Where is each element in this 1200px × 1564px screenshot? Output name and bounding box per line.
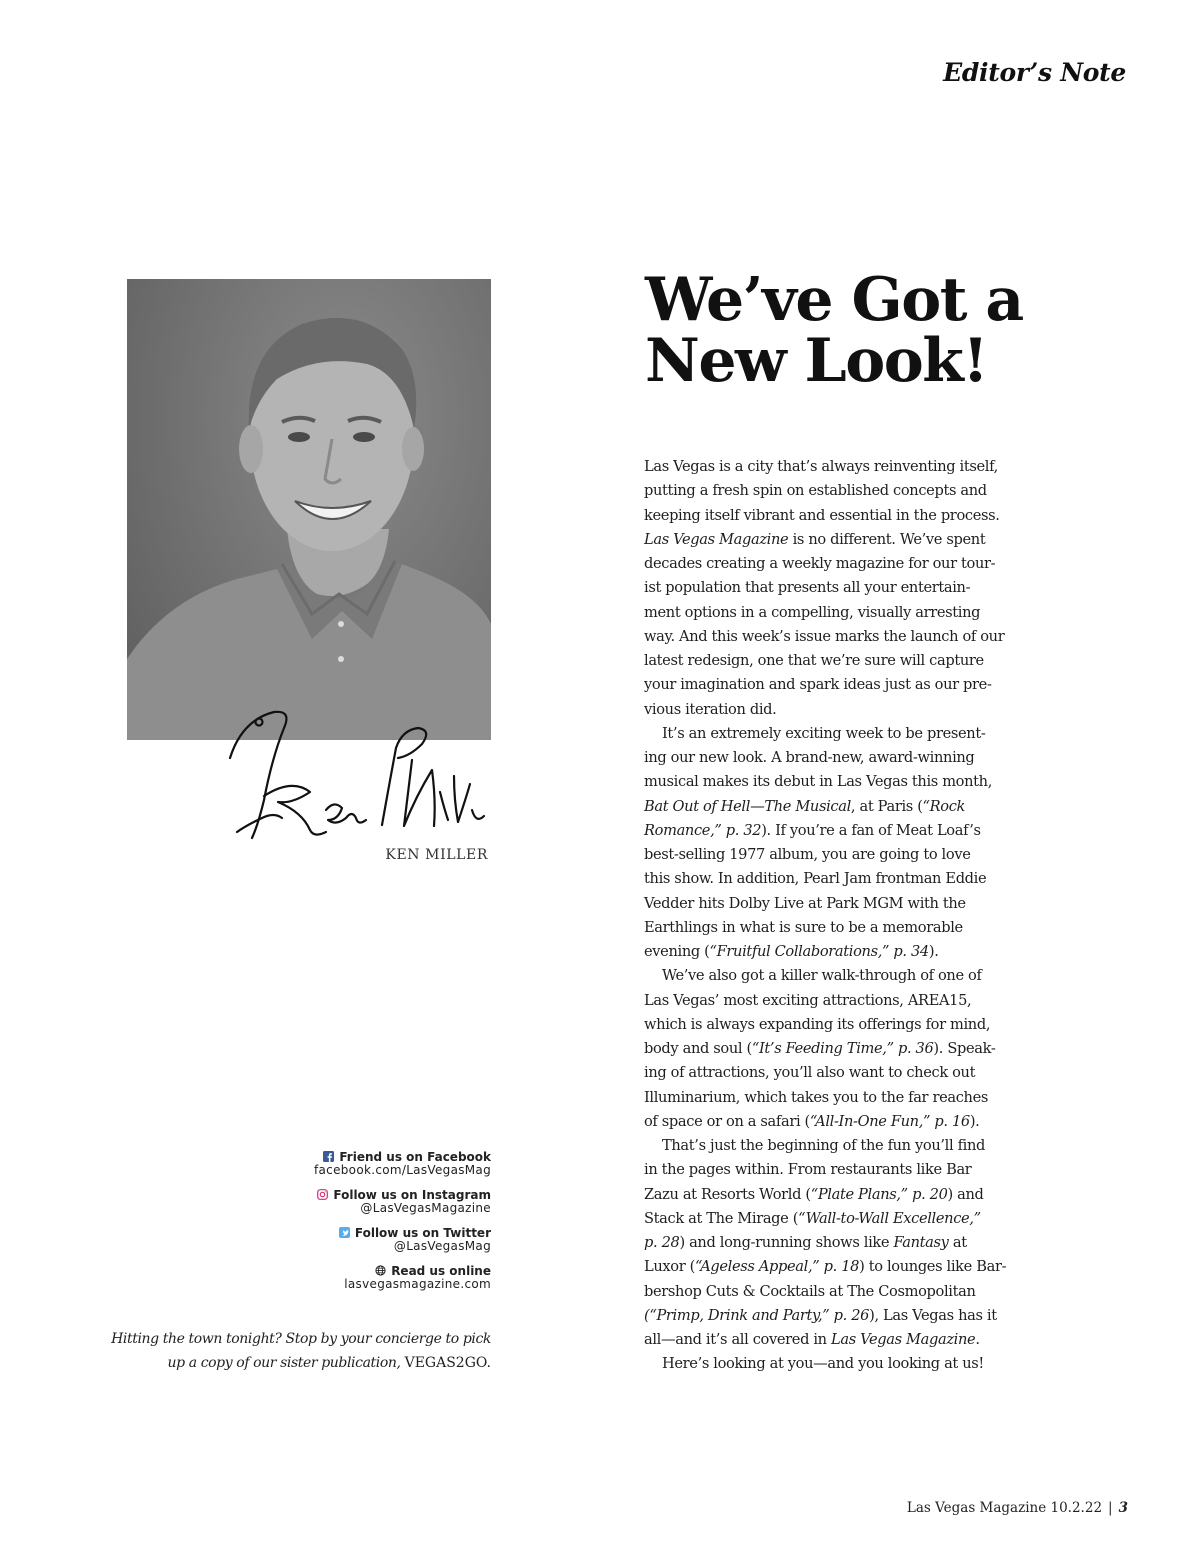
article-text: bershop Cuts & Cocktails at The Cosmopolitan — [644, 1282, 976, 1300]
article-line — [644, 1352, 1029, 1376]
article-text: ) and — [947, 1185, 984, 1203]
article-line — [644, 1183, 1029, 1207]
article-line — [644, 504, 1029, 528]
article-line — [644, 1061, 1029, 1085]
headline-line-2: New Look! — [645, 326, 988, 396]
facebook-handle[interactable]: facebook.com/LasVegasMag — [314, 1163, 491, 1177]
article-line — [644, 1255, 1029, 1279]
article-text: Stack at The Mirage ( — [644, 1209, 799, 1227]
promo-brand: VEGAS2GO. — [404, 1355, 491, 1371]
footer-separator: | — [1108, 1500, 1113, 1516]
article-line — [644, 455, 1029, 479]
page-number: 3 — [1118, 1500, 1128, 1516]
article-text: ). — [969, 1112, 980, 1130]
article-italic-text: “All-In-One Fun,” p. 16 — [809, 1112, 970, 1130]
article-text: at — [948, 1234, 967, 1251]
facebook-title: Friend us on Facebook — [339, 1150, 491, 1164]
article-text: decades creating a weekly magazine for our tour- — [644, 555, 996, 572]
article-text: ment options in a compelling, visually arresting — [644, 603, 981, 621]
article-line — [644, 819, 1029, 843]
article-italic-text: “It’s Feeding Time,” p. 36 — [751, 1040, 934, 1057]
article-text: Vedder hits Dolby Live at Park MGM with the — [644, 894, 966, 912]
twitter-handle[interactable]: @LasVegasMag — [393, 1239, 491, 1253]
article-line — [644, 989, 1029, 1013]
article-text: ing of attractions, you’ll also want to check out — [644, 1064, 976, 1082]
editor-name: KEN MILLER — [385, 847, 488, 863]
article-text: of space or on a safari ( — [644, 1112, 810, 1130]
page-footer — [907, 1500, 1128, 1516]
editor-signature — [222, 700, 492, 845]
article-line — [644, 1134, 1029, 1158]
article-text: in the pages within. From restaurants like Bar — [644, 1161, 972, 1179]
article-text: Earthlings in what is sure to be a memorable — [644, 918, 963, 936]
article-line — [644, 673, 1029, 697]
article-text: way. And this week’s issue marks the launch of our — [644, 627, 1005, 645]
article-line — [644, 528, 1029, 552]
article-text: this show. In addition, Pearl Jam frontman Eddie — [644, 870, 987, 888]
article-line — [644, 964, 1029, 988]
article-line — [644, 479, 1029, 503]
social-website[interactable] — [200, 1265, 491, 1291]
article-line — [644, 576, 1029, 600]
article-line — [644, 1110, 1029, 1134]
article-line — [644, 1304, 1029, 1328]
facebook-icon — [323, 1151, 334, 1162]
article-text: latest redesign, one that we’re sure will capture — [644, 652, 984, 669]
article-text: musical makes its debut in Las Vegas this month, — [644, 773, 993, 791]
article-text: ) to lounges like Bar- — [859, 1258, 1007, 1276]
article-text: It’s an extremely exciting week to be present- — [662, 724, 986, 742]
article-text: ). — [928, 943, 939, 960]
social-facebook[interactable] — [200, 1151, 491, 1177]
article-italic-text: “Rock — [922, 797, 966, 815]
article-text: ) and long-running shows like — [679, 1234, 894, 1251]
social-links — [200, 1151, 491, 1303]
article-line — [644, 698, 1029, 722]
article-line — [644, 625, 1029, 649]
article-line — [644, 601, 1029, 625]
article-line — [644, 867, 1029, 891]
social-instagram[interactable] — [200, 1189, 491, 1215]
article-line — [644, 649, 1029, 673]
article-body — [644, 455, 1029, 1377]
article-italic-text: “Wall-to-Wall Excellence,” — [798, 1209, 981, 1227]
article-line — [644, 1037, 1029, 1061]
article-line — [644, 1158, 1029, 1182]
instagram-handle[interactable]: @LasVegasMagazine — [360, 1201, 491, 1215]
article-text: ist population that presents all your entertain- — [644, 579, 971, 597]
article-italic-text: Romance,” p. 32 — [644, 821, 762, 839]
article-text: ), Las Vegas has it — [869, 1306, 997, 1324]
article-text: Here’s looking at you—and you looking at us! — [662, 1355, 984, 1373]
globe-icon — [375, 1265, 386, 1276]
social-twitter[interactable] — [200, 1227, 491, 1253]
article-text: best-selling 1977 album, you are going to love — [644, 846, 971, 863]
article-line — [644, 940, 1029, 964]
twitter-title: Follow us on Twitter — [354, 1226, 491, 1240]
twitter-icon — [339, 1227, 350, 1238]
website-handle[interactable]: lasvegasmagazine.com — [344, 1277, 491, 1291]
section-label: Editor’s Note — [943, 58, 1126, 87]
article-line — [644, 916, 1029, 940]
article-text: ). Speak- — [933, 1040, 996, 1057]
article-text: , at Paris ( — [850, 797, 923, 815]
article-line — [644, 746, 1029, 770]
article-text: Las Vegas’ most exciting attractions, AREA15, — [644, 991, 972, 1009]
article-line — [644, 1328, 1029, 1352]
article-text: body and soul ( — [644, 1040, 752, 1057]
article-line — [644, 552, 1029, 576]
article-line — [644, 795, 1029, 819]
article-line — [644, 1207, 1029, 1231]
article-line — [644, 1280, 1029, 1304]
article-italic-text: (“Primp, Drink and Party,” p. 26 — [644, 1306, 870, 1324]
article-text: That’s just the beginning of the fun you’ll find — [662, 1137, 986, 1154]
article-italic-text: “Plate Plans,” p. 20 — [810, 1185, 948, 1203]
footer-publication: Las Vegas Magazine 10.2.22 — [906, 1500, 1103, 1516]
article-text: Las Vegas is a city that’s always reinventing itself, — [644, 458, 998, 475]
article-text: . — [975, 1331, 980, 1348]
article-text: all—and it’s all covered in — [644, 1331, 832, 1348]
headline-line-1: We’ve Got a — [645, 265, 1023, 335]
article-text: We’ve also got a killer walk-through of one of — [662, 967, 982, 985]
article-text: vious iteration did. — [644, 700, 777, 718]
article-italic-text: “Ageless Appeal,” p. 18 — [694, 1258, 860, 1276]
editor-portrait — [127, 279, 491, 740]
article-text: evening ( — [644, 943, 710, 960]
article-italic-text: “Fruitful Collaborations,” p. 34 — [709, 943, 929, 960]
article-line — [644, 1086, 1029, 1110]
instagram-title: Follow us on Instagram — [333, 1188, 491, 1202]
article-text: Luxor ( — [644, 1258, 695, 1276]
article-text: your imagination and spark ideas just as our pre- — [644, 676, 992, 694]
website-title: Read us online — [391, 1264, 491, 1278]
article-italic-text: Las Vegas Magazine — [831, 1331, 976, 1348]
article-text: ing our new look. A brand-new, award-winning — [644, 749, 975, 766]
instagram-icon — [317, 1189, 328, 1200]
article-italic-text: Fantasy — [893, 1234, 949, 1251]
article-line — [644, 722, 1029, 746]
article-text: is no different. We’ve spent — [788, 530, 986, 548]
article-line — [644, 1013, 1029, 1037]
article-italic-text: Bat Out of Hell—The Musical — [644, 797, 851, 815]
sister-publication-note — [110, 1327, 491, 1375]
article-italic-text: p. 28 — [644, 1234, 680, 1251]
article-line — [644, 770, 1029, 794]
article-text: putting a fresh spin on established concepts and — [644, 482, 987, 500]
article-headline — [645, 265, 1125, 396]
promo-line-1: Hitting the town tonight? Stop by your concierge to pick — [111, 1331, 491, 1347]
article-text: keeping itself vibrant and essential in the process. — [644, 506, 1000, 524]
article-text: Zazu at Resorts World ( — [644, 1185, 811, 1203]
promo-line-2: up a copy of our sister publication, — [167, 1355, 405, 1371]
article-line — [644, 843, 1029, 867]
article-text: ). If you’re a fan of Meat Loaf’s — [761, 821, 981, 839]
article-italic-text: Las Vegas Magazine — [644, 530, 789, 548]
article-text: which is always expanding its offerings for mind, — [644, 1015, 991, 1033]
article-line — [644, 1231, 1029, 1255]
article-line — [644, 892, 1029, 916]
article-text: Illuminarium, which takes you to the far reaches — [644, 1088, 989, 1106]
